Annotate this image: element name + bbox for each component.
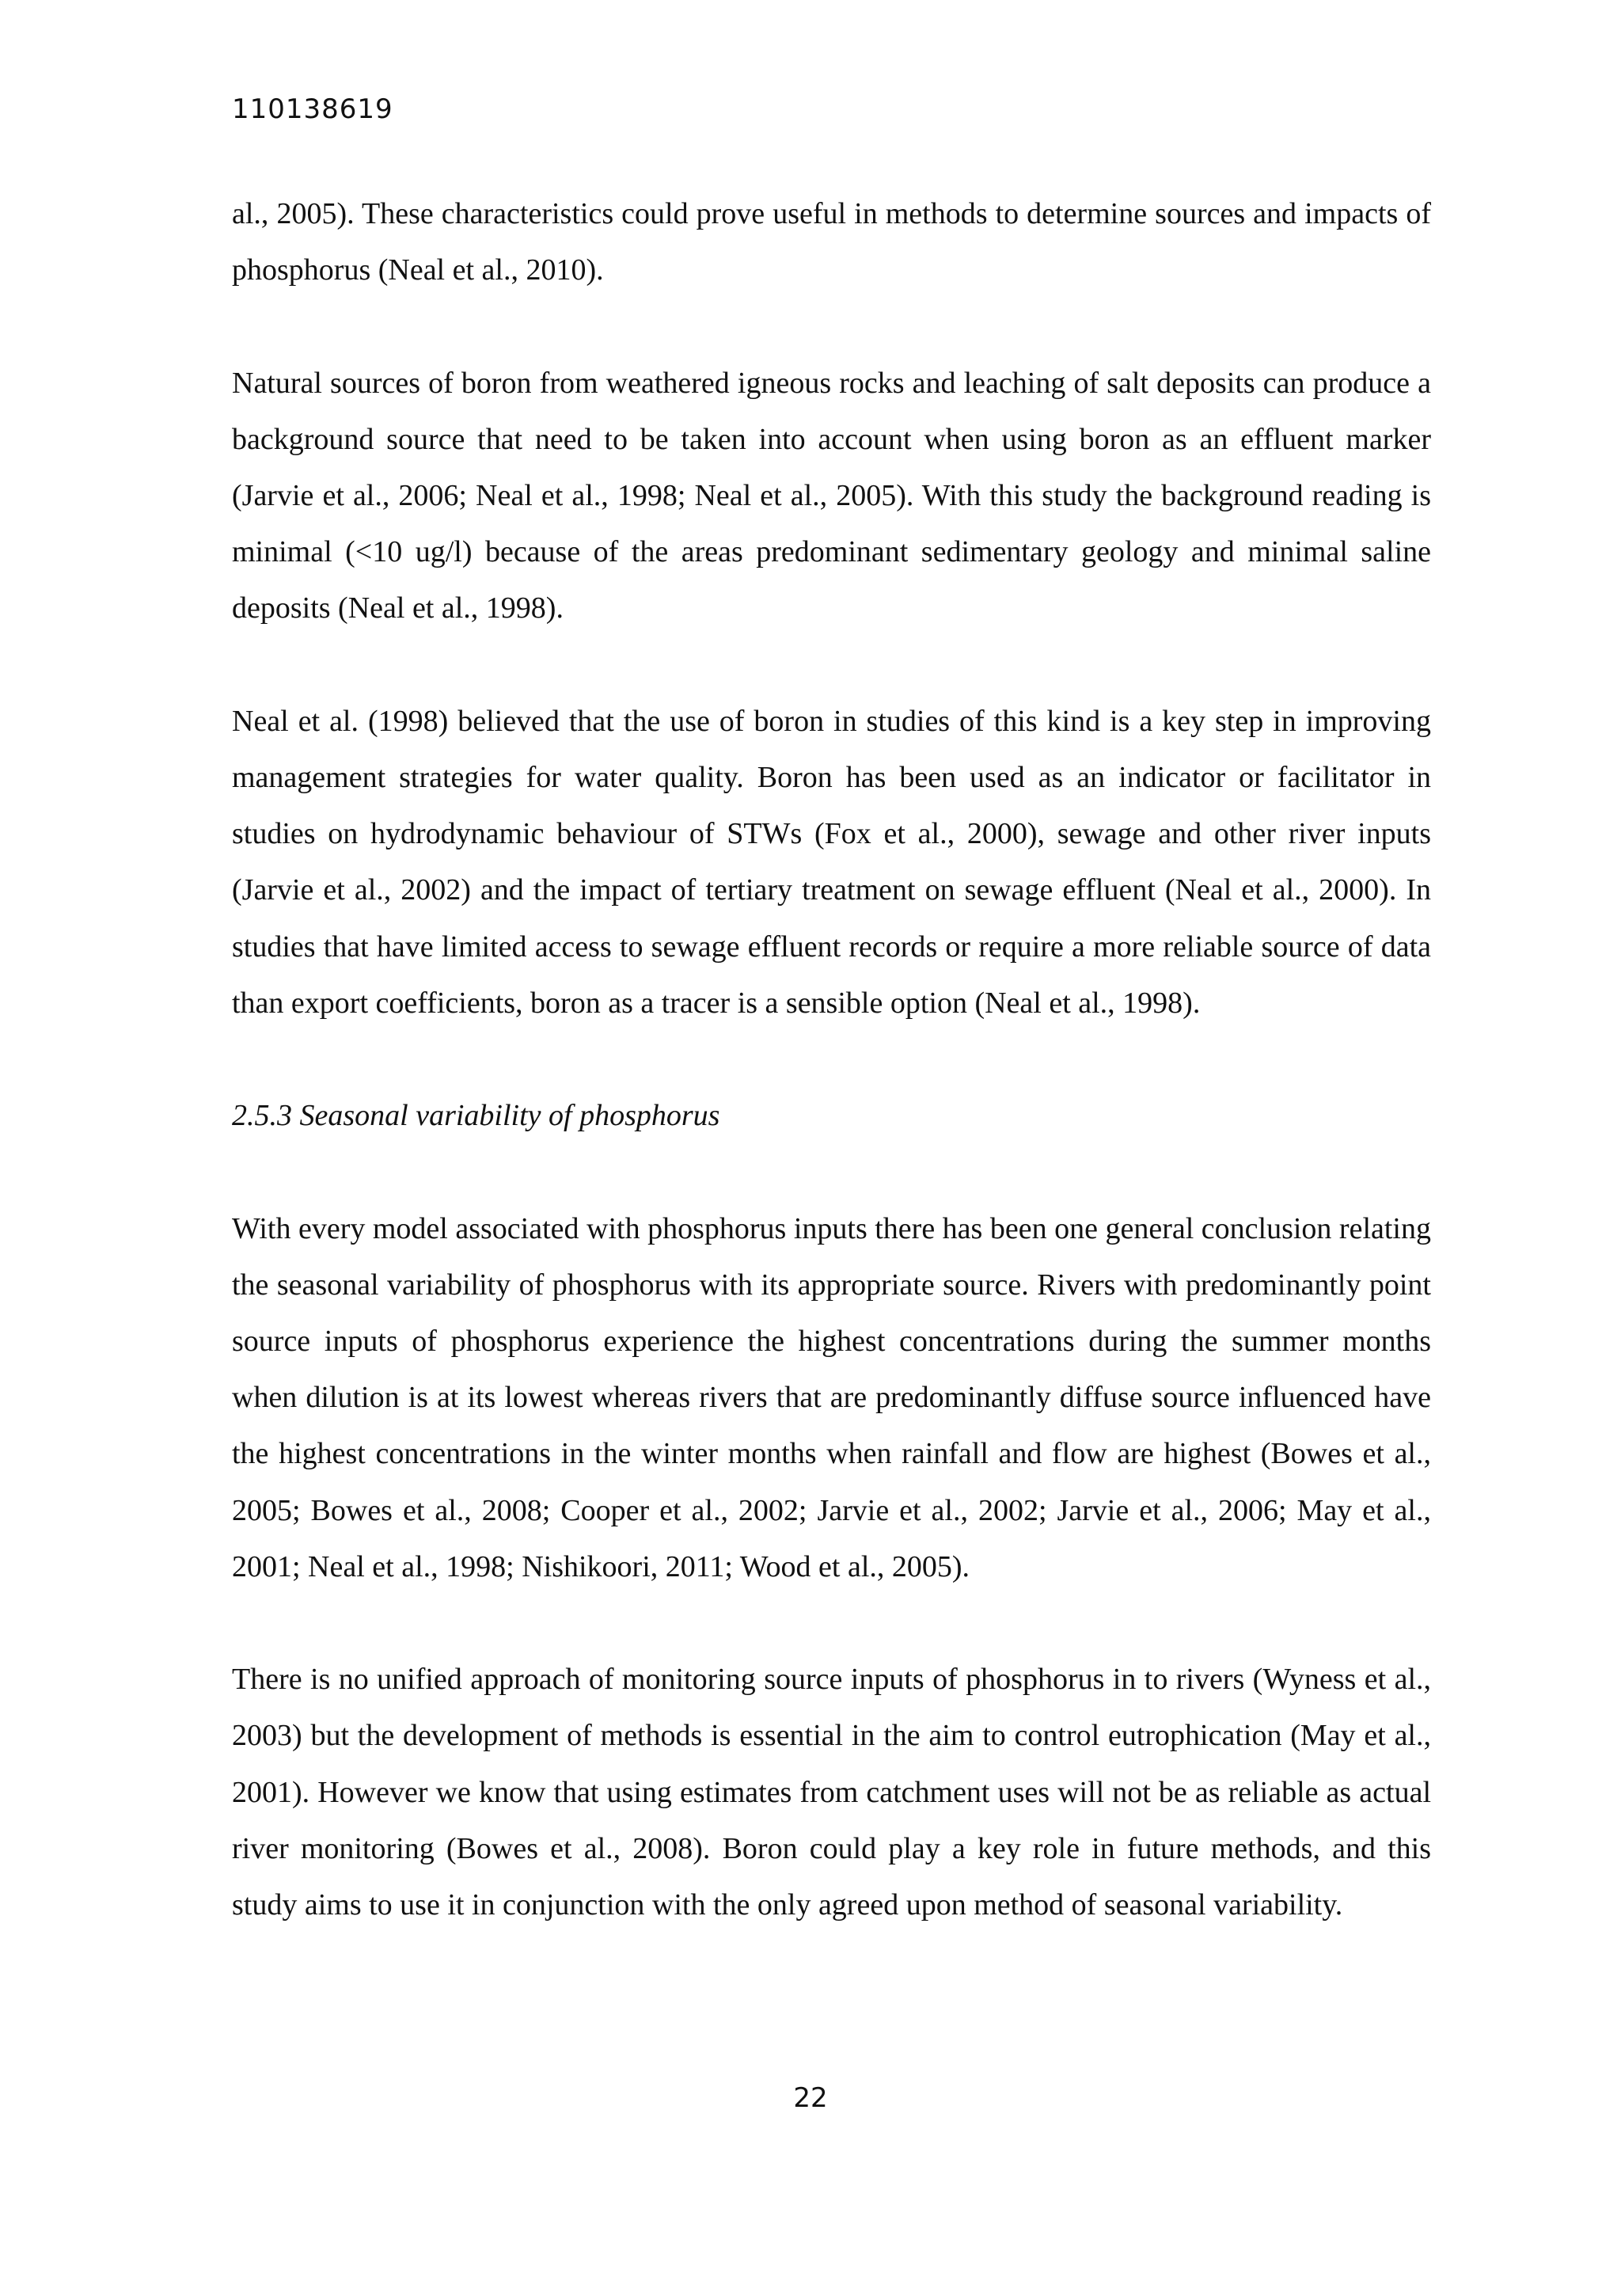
document-id-header: 110138619 [232,93,393,125]
paragraph-monitoring-approach: There is no unified approach of monitoring source inputs of phosphorus in to rivers (Wyness et al., 2003) but the development of methods is essential in the aim to control eutrophication (May et al., 2001). However we know that using estimates from catchment uses will not be as reliable as actual river monitoring (Bowes et al., 2008). Boron could play a key role in future methods, and this study aims to use it in conjunction with the only agreed upon method of seasonal variability. [232,1663,1431,1922]
page-number: 22 [793,2082,828,2114]
section-heading: 2.5.3 Seasonal variability of phosphorus [232,1099,720,1133]
body-text [232,186,1431,1933]
paragraph-boron-studies: Neal et al. (1998) believed that the use of boron in studies of this kind is a key step in improving management strategies for water quality. Boron has been used as an indicator or facilitator in studies on hydrodynamic behaviour of STWs (Fox et al., 2000), sewage and other river inputs (Jarvie et al., 2002) and the impact of tertiary treatment on sewage effluent (Neal et al., 2000). In studies that have limited access to sewage effluent records or require a more reliable source of data than export coefficients, boron as a tracer is a sensible option (Neal et al., 1998). [232,704,1431,1020]
paragraph-seasonal-variability: With every model associated with phosphorus inputs there has been one general conclusion relating the seasonal variability of phosphorus with its appropriate source. Rivers with predominantly point source inputs of phosphorus experience the highest concentrations during the summer months when dilution is at its lowest whereas rivers that are predominantly diffuse source influenced have the highest concentrations in the winter months when rainfall and flow are highest (Bowes et al., 2005; Bowes et al., 2008; Cooper et al., 2002; Jarvie et al., 2002; Jarvie et al., 2006; May et al., 2001; Neal et al., 1998; Nishikoori, 2011; Wood et al., 2005). [232,1211,1431,1583]
paragraph-natural-boron-sources: Natural sources of boron from weathered igneous rocks and leaching of salt deposits can produce a background source that need to be taken into account when using boron as an effluent marker (Jarvie et al., 2006; Neal et al., 1998; Neal et al., 2005). With this study the background reading is minimal (<10 ug/l) because of the areas predominant sedimentary geology and minimal saline deposits (Neal et al., 1998). [232,366,1431,625]
paragraph-continued: al., 2005). These characteristics could prove useful in methods to determine sources and impacts of phosphorus (Neal et al., 2010). [232,197,1431,287]
